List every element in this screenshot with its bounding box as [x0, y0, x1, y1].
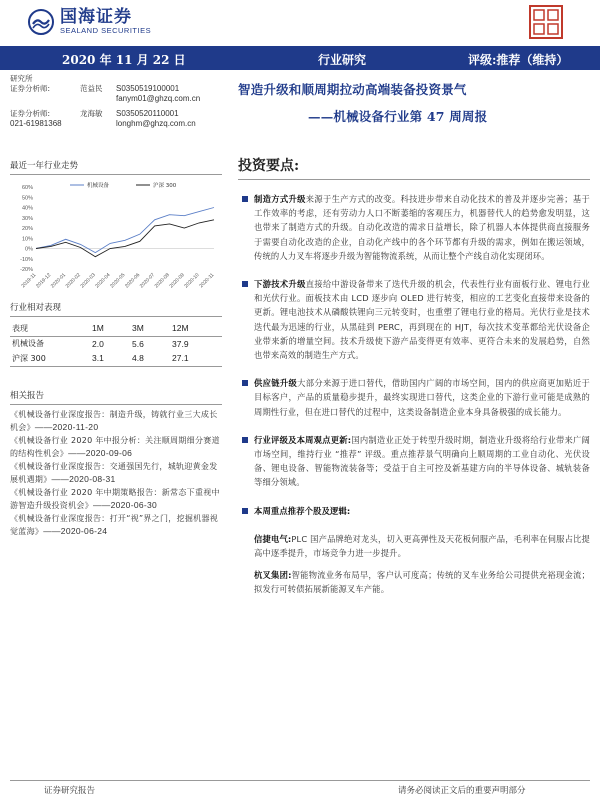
x-tick-label: 2020-07 — [138, 272, 157, 290]
y-tick-label: -10% — [20, 256, 33, 263]
key-point-lead: 行业评级及本周观点更新: — [254, 434, 352, 445]
key-point-text: 直接给中游设备带来了迭代升级的机会，代表性行业有面板行业、锂电行业和光伏行业。面板技术由 LCD 逐步向 OLED 进行转变，相应的工艺变化直接带来设备的更新。锂电池技术从磷酸铁锂向三元转变时，也重塑了锂电行业的格局。光伏行业是技术迭代最为迅速的行业，从黑硅到 PERC，再到现在的 HJT，每次技术变革都给光伏设备企业带来新的增量空间。技术升级使下游产品变得更有效率、更符合未来的发展趋势，自然也带来高效的制造生产方式。 — [254, 279, 590, 361]
x-tick-label: 2019-12 — [35, 272, 53, 290]
analyst-row — [10, 109, 222, 119]
table-header-cell: 表现 — [10, 321, 90, 336]
x-tick-label: 2020-06 — [124, 272, 142, 290]
institute-label: 研究所 — [10, 74, 33, 83]
y-tick-label: 0% — [25, 246, 33, 253]
x-tick-label: 2020-08 — [153, 272, 171, 290]
table-cell: 2.0 — [92, 338, 104, 349]
performance-title: 行业相对表现 — [10, 301, 222, 317]
table-header-cell: 3M — [130, 321, 170, 336]
stock-name: 信捷电气: — [254, 533, 292, 544]
x-tick-label: 2020-01 — [49, 272, 68, 290]
report-name: 《机械设备行业深度报告：打开“视”界之门，挖掘机器视觉蓝海》 — [10, 513, 219, 536]
table-header-cell: 1M — [90, 321, 130, 336]
stock-rationale: PLC 国产品牌绝对龙头，切入更高弹性及天花板伺服产品，毛利率在伺服占比提高中逐季提升，市场竞争力进一步提升。 — [254, 533, 590, 559]
legend-label: 沪深 300 — [153, 183, 177, 189]
report-date: 2020 年 11 月 22 日 — [62, 53, 186, 67]
list-item[interactable] — [10, 461, 222, 487]
report-category: 行业研究 — [318, 53, 367, 67]
y-tick-label: 20% — [21, 226, 33, 232]
analyst-cert: S0350520110001 — [116, 109, 179, 118]
analyst-email[interactable]: fanym01@ghzq.com.cn — [116, 94, 201, 103]
trend-chart-svg — [10, 177, 222, 295]
report-name: 《机械设备行业 2020 年中报分析：关注顺周期细分赛道的结构性机会》 — [10, 435, 220, 458]
list-item[interactable] — [10, 435, 222, 461]
sealand-logo-icon — [28, 9, 54, 35]
list-item[interactable] — [10, 409, 222, 435]
analyst-name: 范益民 — [80, 84, 103, 93]
key-point — [238, 192, 590, 263]
key-point-text: 国内制造业正处于转型升级时期，制造业升级将给行业带来广阔市场空间，维持行业 “推荐” 评级。重点推荐景气明确向上顺周期的工业自动化、光伏设备、锂电设备、智能物流装备等；受益于自主可控及新基建方向的半导体设备、城轨装备等细分领域。 — [254, 434, 591, 488]
key-point — [238, 376, 590, 419]
x-tick-label: 2020-05 — [109, 272, 127, 290]
analyst-role: 证券分析师: — [10, 109, 51, 118]
related-reports-list — [10, 409, 222, 539]
report-subtitle: ——机械设备行业第 47 周周报 — [308, 109, 488, 124]
key-point-lead: 制造方式升级 — [254, 194, 306, 204]
x-tick-label: 2020-09 — [168, 272, 186, 290]
stock-pick — [238, 532, 590, 560]
stock-pick — [238, 568, 590, 596]
analyst-name: 龙海敏 — [80, 109, 103, 118]
divider — [238, 179, 590, 180]
table-row — [10, 351, 222, 366]
series-line-1 — [36, 220, 214, 257]
analyst-email[interactable]: longhm@ghzq.com.cn — [116, 119, 196, 128]
analyst-role: 证券分析师: — [10, 84, 51, 93]
series-line-0 — [36, 208, 214, 253]
trend-chart-title: 最近一年行业走势 — [10, 159, 222, 175]
key-point-text: 来源于生产方式的改变。科技进步带来自动化技术的普及并逐步完善；基于工作效率的考虑，还有劳动力人口不断萎缩的客观压力，机器替代人的趋势愈发明显，这也带来了制造方式的升级。自动化改造的需求日益增长，除了机器人本体提供商直接服务于需要自动化改造的企业，自动化产线中的各个环节都有升级的需求，例如在搬运领域，传统的人力叉车将逐步升级为智能物流系统，从而让整个产线自动化实现闭环。 — [254, 194, 590, 261]
sidebar — [10, 74, 222, 539]
table-header-row — [10, 321, 222, 336]
key-point-lead: 本周重点推荐个股及逻辑: — [254, 505, 351, 516]
report-date: ——2020-11-20 — [34, 422, 99, 432]
list-item[interactable] — [10, 513, 222, 539]
report-date: ——2020-09-06 — [68, 448, 133, 458]
analyst-cert: S0350519100001 — [116, 84, 180, 93]
table-cell: 沪深 300 — [10, 351, 90, 366]
report-name: 《机械设备行业深度报告：制造升级，铸就行业三大成长机会》 — [10, 409, 218, 432]
company-logo — [28, 8, 151, 35]
report-header — [0, 0, 600, 46]
y-tick-label: 50% — [21, 195, 33, 202]
x-tick-label: 2019-11 — [20, 272, 38, 290]
x-tick-label: 2020-03 — [79, 272, 97, 290]
table-cell: 机械设备 — [12, 339, 44, 349]
performance-table — [10, 321, 222, 367]
key-point-lead: 供应链升级 — [254, 378, 298, 389]
analyst-row — [10, 84, 222, 94]
footer-label: 证券研究报告 — [44, 786, 96, 796]
seal-stamp-icon — [528, 4, 564, 40]
x-tick-label: 2020-02 — [64, 272, 82, 290]
key-point-lead: 下游技术升级 — [254, 279, 306, 290]
phone-number: 021-61981368 — [10, 119, 62, 128]
stock-name: 杭叉集团: — [254, 570, 292, 581]
table-cell: 37.9 — [172, 338, 189, 349]
x-tick-label: 2020-11 — [198, 272, 216, 290]
key-point-text: 大部分来源于进口替代，借助国内广阔的市场空间，国内的供应商更加贴近于目标客户，产品的质量稳步提升，最终实现进口替代，这类企业的下游行业可能是成熟的周期性行业，但在进口替代的过程中，这类设备制造企业本身具备极强的成长能力。 — [254, 378, 590, 417]
legend-label: 机械设备 — [87, 183, 110, 189]
trend-chart — [10, 177, 222, 295]
key-points-heading: 投资要点: — [238, 158, 300, 174]
report-date: ——2020-06-30 — [93, 500, 158, 510]
table-cell: 4.8 — [130, 351, 170, 366]
industry-rating: 评级:推荐（维持） — [468, 53, 569, 67]
report-name: 《机械设备行业 2020 年中期策略报告：新常态下重视中游智造升级投资机会》 — [10, 487, 220, 510]
x-tick-label: 2020-04 — [94, 272, 112, 290]
y-tick-label: 60% — [21, 185, 33, 191]
footer-divider — [10, 780, 590, 781]
report-date: ——2020-06-24 — [43, 526, 108, 536]
table-header-cell: 12M — [170, 321, 222, 336]
report-name: 《机械设备行业深度报告：交通强国先行，城轨迎黄金发展机遇期》 — [10, 461, 218, 484]
table-cell: 5.6 — [132, 338, 144, 349]
y-tick-label: -20% — [20, 267, 33, 273]
footer-disclaimer: 请务必阅读正文后的重要声明部分 — [398, 786, 526, 796]
report-date: ——2020-08-31 — [51, 474, 116, 484]
key-point — [238, 277, 590, 362]
key-point — [238, 433, 590, 490]
analyst-contact-row — [10, 119, 222, 129]
y-tick-label: 30% — [21, 215, 33, 222]
key-point — [238, 504, 590, 518]
x-tick-label: 2020-10 — [183, 272, 201, 290]
table-cell: 27.1 — [170, 351, 222, 366]
logo-english-name: SEALAND SECURITIES — [60, 26, 152, 35]
list-item[interactable] — [10, 487, 222, 513]
logo-chinese-name: 国海证券 — [60, 7, 132, 27]
report-info-band — [0, 46, 600, 70]
report-title: 智造升级和顺周期拉动高端装备投资景气 — [238, 82, 467, 97]
main-content — [238, 74, 590, 597]
table-cell: 3.1 — [90, 351, 130, 366]
related-reports-title: 相关报告 — [10, 389, 222, 405]
table-row — [10, 336, 222, 351]
stock-rationale: 智能物流业务布局早，客户认可度高；传统的叉车业务给公司提供充裕现金流；拟发行可转债拓展新能源叉车产能。 — [254, 570, 590, 595]
y-tick-label: 40% — [21, 205, 33, 212]
y-tick-label: 10% — [21, 236, 33, 243]
